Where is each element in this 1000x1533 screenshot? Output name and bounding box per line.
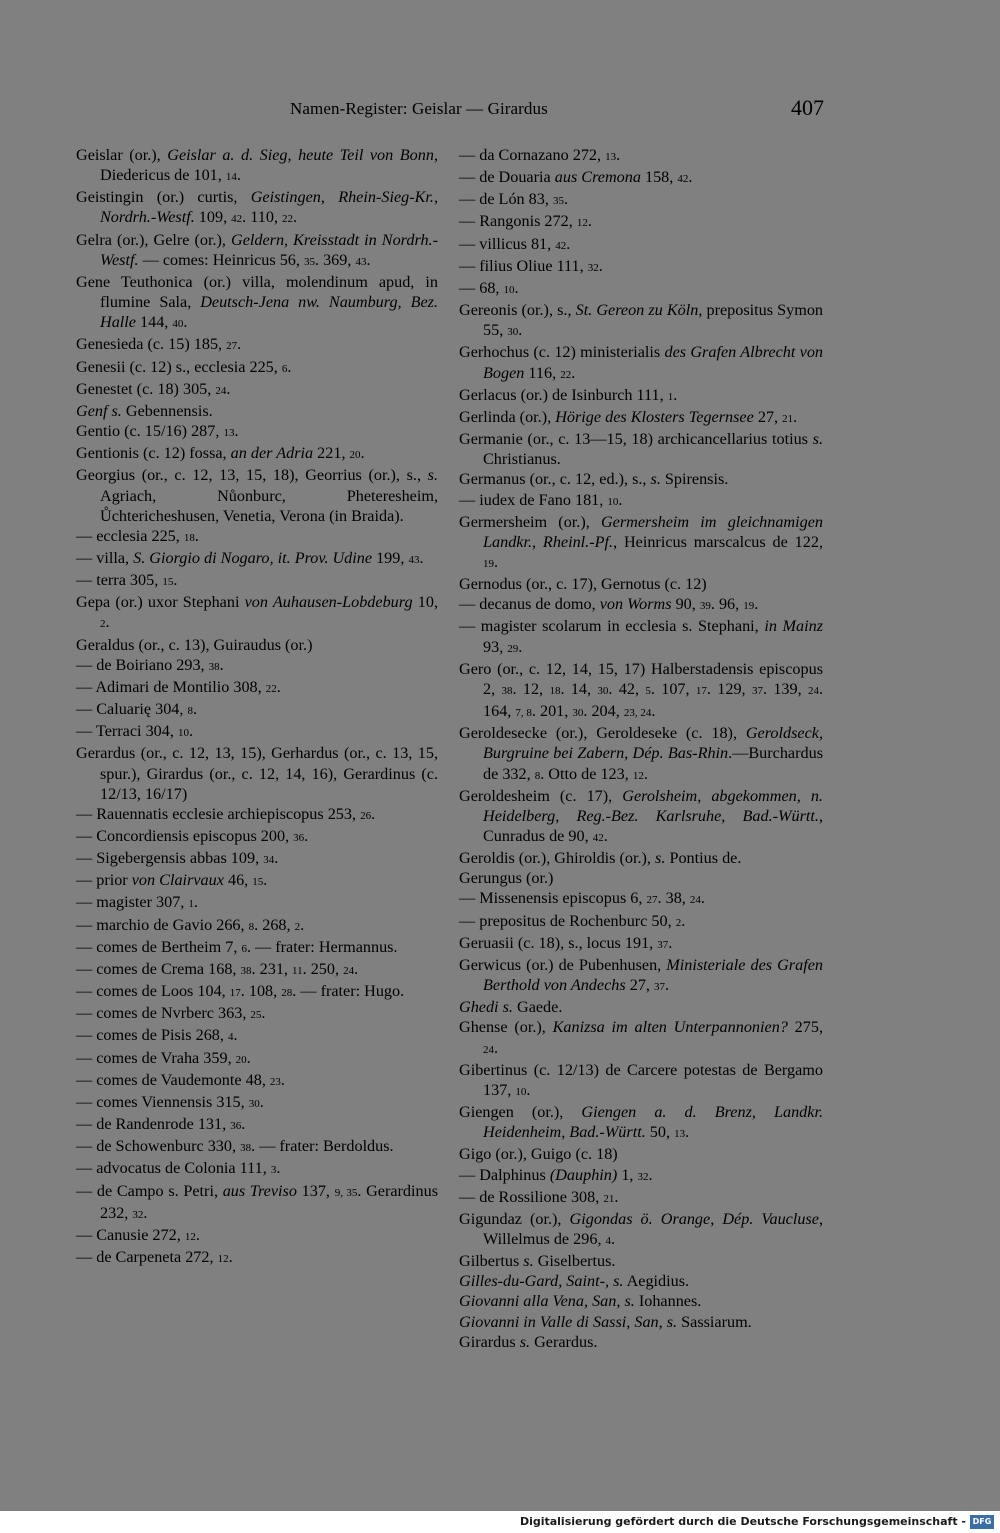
- index-entry: — marchio de Gavio 266, 8. 268, 2.: [76, 915, 305, 934]
- index-entry: — Adimari de Montilio 308, 22.: [76, 677, 281, 696]
- index-entry: — de Randenrode 131, 36.: [76, 1115, 246, 1134]
- index-entry: — comes de Pisis 268, 4.: [76, 1026, 238, 1045]
- index-entry: Girardus s. Gerardus.: [459, 1332, 598, 1351]
- index-entry: — advocatus de Colonia 111, 3.: [76, 1159, 281, 1178]
- index-entry: Gigo (or.), Guigo (c. 18): [459, 1145, 618, 1164]
- index-entry: Germanus (or., c. 12, ed.), s., s. Spirensis.: [459, 470, 729, 489]
- index-entry: Genesieda (c. 15) 185, 27.: [76, 335, 242, 354]
- index-entry: Gerardus (or., c. 12, 13, 15), Gerhardus (or., c. 13, 15, spur.), Girardus (or., c. 12, 14, 16), Gerardinus (c. 12/13, 16/17): [76, 744, 438, 803]
- index-entry: — de Lón 83, 35.: [459, 190, 569, 209]
- index-entry: Giovanni alla Vena, San, s. Iohannes.: [459, 1292, 702, 1311]
- index-entry: Geruasii (c. 18), s., locus 191, 37.: [459, 933, 673, 952]
- index-entry: — comes de Nvrberc 363, 25.: [76, 1004, 266, 1023]
- index-entry: — de Carpeneta 272, 12.: [76, 1247, 233, 1266]
- index-entry: — comes Viennensis 315, 30.: [76, 1092, 264, 1111]
- index-entry: — filius Oliue 111, 32.: [459, 256, 603, 275]
- index-entry: Gernodus (or., c. 17), Gernotus (c. 12): [459, 575, 707, 594]
- index-entry: Gibertinus (c. 12/13) de Carcere potestas de Bergamo 137, 10.: [459, 1060, 823, 1099]
- left-column: [76, 145, 438, 1269]
- page-number: 407: [791, 95, 824, 120]
- index-entry: — Caluarię 304, 8.: [76, 700, 198, 719]
- index-entry: Geroldesecke (or.), Geroldeseke (c. 18), Geroldseck, Burgruine bei Zabern, Dép. Bas-Rhin.—Burchardus de 332, 8. Otto de 123, 12.: [459, 724, 823, 783]
- index-entry: Ghedi s. Gaede.: [459, 998, 563, 1017]
- index-entry: Genestet (c. 18) 305, 24.: [76, 379, 231, 398]
- index-entry: — comes de Crema 168, 38. 231, 11. 250, 24.: [76, 959, 359, 978]
- index-entry: — iudex de Fano 181, 10.: [459, 490, 623, 509]
- index-entry: Germersheim (or.), Germersheim im gleichnamigen Landkr., Rheinl.-Pf., Heinricus marscalcus de 122, 19.: [459, 512, 823, 571]
- index-entry: Geistingin (or.) curtis, Geistingen, Rhein-Sieg-Kr., Nordrh.-Westf. 109, 42. 110, 22.: [76, 188, 439, 227]
- index-entry: Gilbertus s. Giselbertus.: [459, 1252, 616, 1271]
- index-entry: — magister 307, 1.: [76, 893, 198, 912]
- index-entry: — comes de Vraha 359, 20.: [76, 1048, 251, 1067]
- index-entry: Gerlinda (or.), Hörige des Klosters Tegernsee 27, 21.: [459, 407, 798, 426]
- index-entry: Germanie (or., c. 13—15, 18) archicancellarius totius s. Christianus.: [459, 430, 823, 469]
- index-entry: — da Cornazano 272, 13.: [459, 146, 621, 164]
- footer-bar: [0, 1511, 1000, 1533]
- index-entry: — comes de Vaudemonte 48, 23.: [76, 1070, 285, 1089]
- index-entry: — Rauennatis ecclesie archiepiscopus 253, 26.: [76, 804, 376, 823]
- index-entry: Gerhochus (c. 12) ministerialis des Grafen Albrecht von Bogen 116, 22.: [459, 343, 824, 382]
- index-entry: — comes de Loos 104, 17. 108, 28. — frater: Hugo.: [76, 982, 405, 1001]
- index-entry: — de Boiriano 293, 38.: [76, 655, 224, 674]
- index-entry: — prepositus de Rochenburc 50, 2.: [459, 911, 686, 930]
- index-entry: Gentionis (c. 12) fossa, an der Adria 221, 20.: [76, 444, 365, 463]
- index-entry: — villa, S. Giorgio di Nogaro, it. Prov. Udine 199, 43.: [76, 548, 424, 567]
- dfg-logo: DFG: [970, 1515, 994, 1529]
- index-entry: — ecclesia 225, 18.: [76, 526, 199, 545]
- index-entry: — terra 305, 15.: [76, 571, 178, 590]
- index-entry: — magister scolarum in ecclesia s. Stephani, in Mainz 93, 29.: [459, 617, 823, 656]
- index-entry: — comes de Bertheim 7, 6. — frater: Hermannus.: [76, 937, 398, 956]
- page-header: [0, 95, 1000, 125]
- index-entry: Gepa (or.) uxor Stephani von Auhausen-Lobdeburg 10, 2.: [76, 593, 438, 632]
- index-entry: Genesii (c. 12) s., ecclesia 225, 6.: [76, 357, 292, 376]
- index-entry: Ghense (or.), Kanizsa im alten Unterpannonien? 275, 24.: [459, 1018, 824, 1057]
- index-entry: — 68, 10.: [459, 278, 519, 297]
- right-column: [459, 145, 823, 1352]
- index-entry: — prior von Clairvaux 46, 15.: [76, 871, 268, 890]
- index-entry: — Dalphinus (Dauphin) 1, 32.: [459, 1165, 653, 1184]
- index-entry: — Concordiensis episcopus 200, 36.: [76, 827, 309, 845]
- index-entry: — Canusie 272, 12.: [76, 1225, 200, 1244]
- index-entry: Gilles-du-Gard, Saint-, s. Aegidius.: [459, 1272, 690, 1291]
- index-entry: — Sigebergensis abbas 109, 34.: [76, 849, 279, 868]
- index-entry: — villicus 81, 42.: [459, 234, 571, 253]
- index-entry: — decanus de domo, von Worms 90, 39. 96, 19.: [459, 595, 759, 614]
- index-entry: Genf s. Gebennensis.: [76, 401, 213, 420]
- index-entry: — Terraci 304, 10.: [76, 722, 194, 741]
- index-entry: — de Douaria aus Cremona 158, 42.: [459, 168, 693, 187]
- index-entry: Georgius (or., c. 12, 13, 15, 18), Georrius (or.), s., s. Agriach, Nůonburc, Pheteresheim, Ůchtericheshusen, Venetia, Verona (in Braida).: [76, 466, 438, 525]
- index-entry: Gerwicus (or.) de Pubenhusen, Ministeriale des Grafen Berthold von Andechs 27, 37.: [459, 955, 823, 995]
- index-entry: — Missenensis episcopus 6, 27. 38, 24.: [459, 889, 705, 908]
- running-title: Namen-Register: Geislar — Girardus: [290, 99, 548, 118]
- index-entry: Gerungus (or.): [459, 869, 554, 888]
- index-entry: Giengen (or.), Giengen a. d. Brenz, Landkr. Heidenheim, Bad.-Württ. 50, 13.: [459, 1103, 823, 1142]
- index-entry: Gene Teuthonica (or.) villa, molendinum apud, in flumine Sala, Deutsch-Jena nw. Naumburg, Bez. Halle 144, 40.: [76, 272, 438, 332]
- index-entry: Geislar (or.), Geislar a. d. Sieg, heute Teil von Bonn, Diedericus de 101, 14.: [76, 146, 438, 185]
- index-entry: Gigundaz (or.), Gigondas ö. Orange, Dép. Vaucluse, Willelmus de 296, 4.: [459, 1209, 823, 1248]
- index-entry: Geraldus (or., c. 13), Guiraudus (or.): [76, 635, 313, 654]
- index-entry: Giovanni in Valle di Sassi, San, s. Sassiarum.: [459, 1312, 752, 1331]
- index-entry: Gerlacus (or.) de Isinburch 111, 1.: [459, 385, 678, 404]
- index-entry: Gentio (c. 15/16) 287, 13.: [76, 422, 239, 441]
- index-entry: — de Schowenburc 330, 38. — frater: Berdoldus.: [76, 1137, 394, 1156]
- index-entry: — de Campo s. Petri, aus Treviso 137, 9, 35. Gerardinus 232, 32.: [76, 1181, 439, 1222]
- index-entry: Gelra (or.), Gelre (or.), Geldern, Kreisstadt in Nordrh.-Westf. — comes: Heinricus 56, 35. 369, 43.: [76, 230, 438, 269]
- index-entry: — de Rossilione 308, 21.: [459, 1187, 619, 1206]
- index-entry: Gereonis (or.), s., St. Gereon zu Köln, prepositus Symon 55, 30.: [459, 301, 824, 340]
- index-entry: Gero (or., c. 12, 14, 15, 17) Halberstadensis episcopus 2, 38. 12, 18. 14, 30. 42, 5. 107, 17. 129, 37. 139, 24. 164, 7, 8. 201, 30. 204, 23, 24.: [459, 659, 824, 721]
- index-entry: Geroldesheim (c. 17), Gerolsheim, abgekommen, n. Heidelberg, Reg.-Bez. Karlsruhe, Bad.-Württ., Cunradus de 90, 42.: [459, 786, 823, 845]
- index-entry: Geroldis (or.), Ghiroldis (or.), s. Pontius de.: [459, 849, 742, 868]
- funding-note: Digitalisierung gefördert durch die Deutsche Forschungsgemeinschaft -: [519, 1515, 966, 1528]
- index-entry: — Rangonis 272, 12.: [459, 212, 592, 231]
